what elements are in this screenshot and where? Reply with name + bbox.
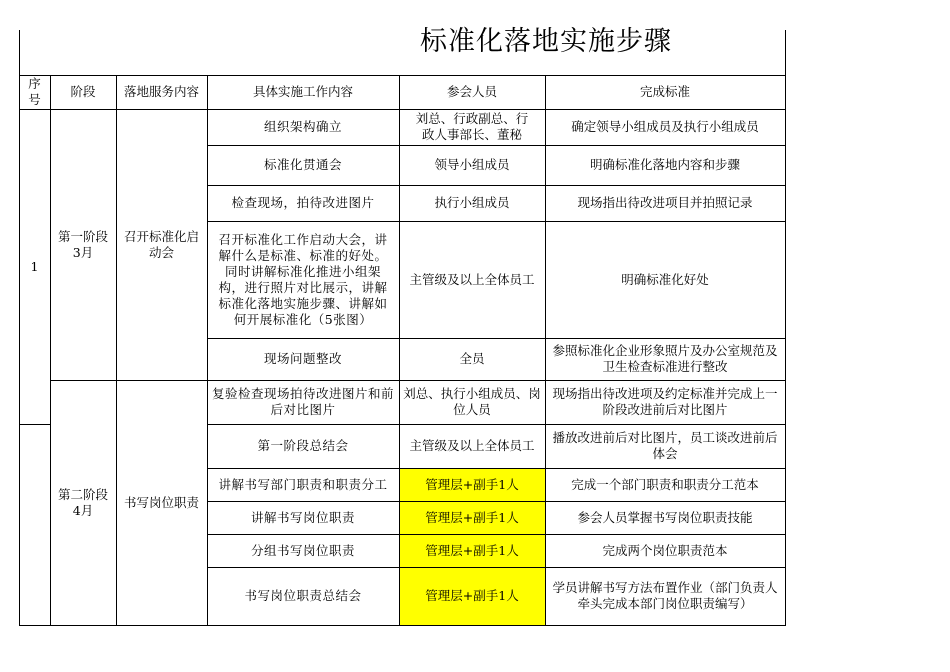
- standard-cell: [545, 185, 785, 221]
- service-cell-1-text: 召开标准化启动会: [123, 228, 199, 260]
- standard-cell: [545, 109, 785, 145]
- column-line: [207, 75, 208, 625]
- work-cell: [207, 221, 399, 338]
- row-line: [207, 221, 786, 222]
- left-border: [19, 30, 20, 625]
- standard-cell: [545, 338, 785, 380]
- participants-cell-text: 主管级及以上全体员工: [409, 438, 535, 453]
- participants-cell-text: 领导小组成员: [434, 157, 510, 172]
- standard-cell: [545, 380, 785, 424]
- standard-cell: [545, 534, 785, 567]
- participants-cell: [399, 221, 545, 338]
- participants-cell: [399, 534, 545, 567]
- standard-cell: [545, 567, 785, 625]
- row-line: [207, 468, 786, 469]
- header-work-text: 具体实施工作内容: [252, 84, 353, 99]
- standard-cell-text: 明确标准化好处: [621, 271, 709, 287]
- work-cell-text: 第一阶段总结会: [257, 438, 349, 453]
- participants-cell-text: 管理层+副手1人: [425, 509, 519, 525]
- participants-cell-text: 管理层+副手1人: [425, 476, 519, 492]
- header-stage-text: 阶段: [70, 84, 96, 99]
- participants-cell: [399, 424, 545, 468]
- participants-cell-text: 刘总、执行小组成员、岗位人员: [403, 386, 541, 417]
- work-cell-text: 组织架构确立: [263, 119, 342, 134]
- work-cell: [207, 424, 399, 468]
- header-standard: [545, 75, 785, 109]
- standard-cell: [545, 145, 785, 185]
- service-cell-2: [116, 380, 207, 625]
- seq-cell-1: [19, 109, 50, 424]
- work-cell: [207, 185, 399, 221]
- participants-cell-text: 管理层+副手1人: [425, 588, 519, 603]
- service-cell-2-text: 书写岗位职责: [123, 494, 199, 510]
- participants-cell: [399, 501, 545, 534]
- standard-cell: [545, 501, 785, 534]
- row-line: [207, 338, 786, 339]
- header-participants-text: 参会人员: [446, 84, 497, 99]
- standard-cell-text: 播放改进前后对比图片，员工谈改进前后体会: [552, 430, 778, 461]
- row-line: [207, 145, 786, 146]
- work-cell-text: 分组书写岗位职责: [250, 542, 355, 558]
- row-line: [207, 534, 786, 535]
- work-cell-text: 复验检查现场拍待改进图片和前后对比图片: [211, 386, 394, 417]
- participants-cell: [399, 145, 545, 185]
- header-work: [207, 75, 399, 109]
- page-title: 标准化落地实施步骤: [420, 26, 672, 57]
- standard-cell-text: 完成两个岗位职责范本: [602, 542, 728, 558]
- header-service-text: 落地服务内容: [123, 84, 199, 99]
- standard-cell-text: 现场指出待改进项目并拍照记录: [577, 195, 753, 210]
- participants-cell: [399, 185, 545, 221]
- participants-cell: [399, 109, 545, 145]
- column-line: [545, 75, 546, 625]
- participants-cell-text: 执行小组成员: [434, 195, 510, 210]
- participants-cell: [399, 567, 545, 625]
- header-bottom-line: [19, 109, 786, 110]
- work-cell-text: 讲解书写部门职责和职责分工: [218, 476, 388, 492]
- standard-cell-text: 参会人员掌握书写岗位职责技能: [577, 509, 753, 525]
- work-cell-text: 现场问题整改: [263, 351, 342, 366]
- row-line: [207, 501, 786, 502]
- column-line: [116, 75, 117, 625]
- header-top-line: [19, 75, 786, 76]
- standard-cell-text: 学员讲解书写方法布置作业（部门负责人牵头完成本部门岗位职责编写）: [552, 580, 778, 611]
- header-service: [116, 75, 207, 109]
- work-cell: [207, 145, 399, 185]
- header-standard-text: 完成标准: [639, 84, 690, 99]
- column-line: [50, 75, 51, 625]
- header-seq-text: 序号: [28, 76, 41, 107]
- stage-cell-1-text: 第一阶段3月: [57, 228, 108, 260]
- standard-cell: [545, 221, 785, 338]
- work-cell: [207, 338, 399, 380]
- work-cell-text: 检查现场，拍待改进图片: [231, 195, 375, 210]
- standard-cell: [545, 468, 785, 501]
- work-cell: [207, 380, 399, 424]
- participants-cell-text: 管理层+副手1人: [425, 542, 519, 558]
- row-line: [207, 380, 786, 381]
- stage-cell-1: [50, 109, 116, 380]
- work-cell: [207, 109, 399, 145]
- standard-cell: [545, 424, 785, 468]
- row-line: [207, 567, 786, 568]
- work-cell-text: 标准化贯通会: [263, 157, 342, 172]
- header-seq: [19, 75, 50, 109]
- stage-cell-2-text: 第二阶段4月: [57, 486, 108, 518]
- participants-cell-text: 刘总、行政副总、行政人事部长、董秘: [415, 111, 529, 142]
- column-line: [399, 75, 400, 625]
- standard-cell-text: 完成一个部门职责和职责分工范本: [571, 476, 759, 492]
- seq-cell-1-text: 1: [30, 258, 39, 274]
- standard-cell-text: 参照标准化企业形象照片及办公室规范及卫生检查标准进行整改: [552, 343, 778, 374]
- work-cell: [207, 501, 399, 534]
- standard-cell-text: 确定领导小组成员及执行小组成员: [571, 119, 759, 134]
- work-cell: [207, 468, 399, 501]
- stage-divider: [50, 380, 207, 381]
- right-border: [785, 30, 786, 625]
- standard-cell-text: 明确标准化落地内容和步骤: [589, 157, 740, 172]
- work-cell-text: 书写岗位职责总结会: [244, 588, 362, 603]
- participants-cell: [399, 380, 545, 424]
- participants-cell-text: 全员: [459, 351, 485, 366]
- participants-cell-text: 主管级及以上全体员工: [409, 271, 535, 287]
- table-bottom-line: [19, 625, 786, 626]
- work-cell-text: 召开标准化工作启动大会，讲解什么是标准、标准的好处。同时讲解标准化推进小组架构，进行照片对比展示，讲解标准化落地实施步骤、讲解如何开展标准化（5张图）: [218, 231, 388, 327]
- header-participants: [399, 75, 545, 109]
- standard-cell-text: 现场指出待改进项及约定标准并完成上一阶段改进前后对比图片: [552, 386, 778, 417]
- participants-cell: [399, 338, 545, 380]
- seq-divider: [19, 424, 50, 425]
- service-cell-1: [116, 109, 207, 380]
- row-line: [207, 185, 786, 186]
- work-cell-text: 讲解书写岗位职责: [250, 509, 355, 525]
- work-cell: [207, 534, 399, 567]
- row-line: [207, 424, 786, 425]
- stage-cell-2: [50, 380, 116, 625]
- work-cell: [207, 567, 399, 625]
- participants-cell: [399, 468, 545, 501]
- header-stage: [50, 75, 116, 109]
